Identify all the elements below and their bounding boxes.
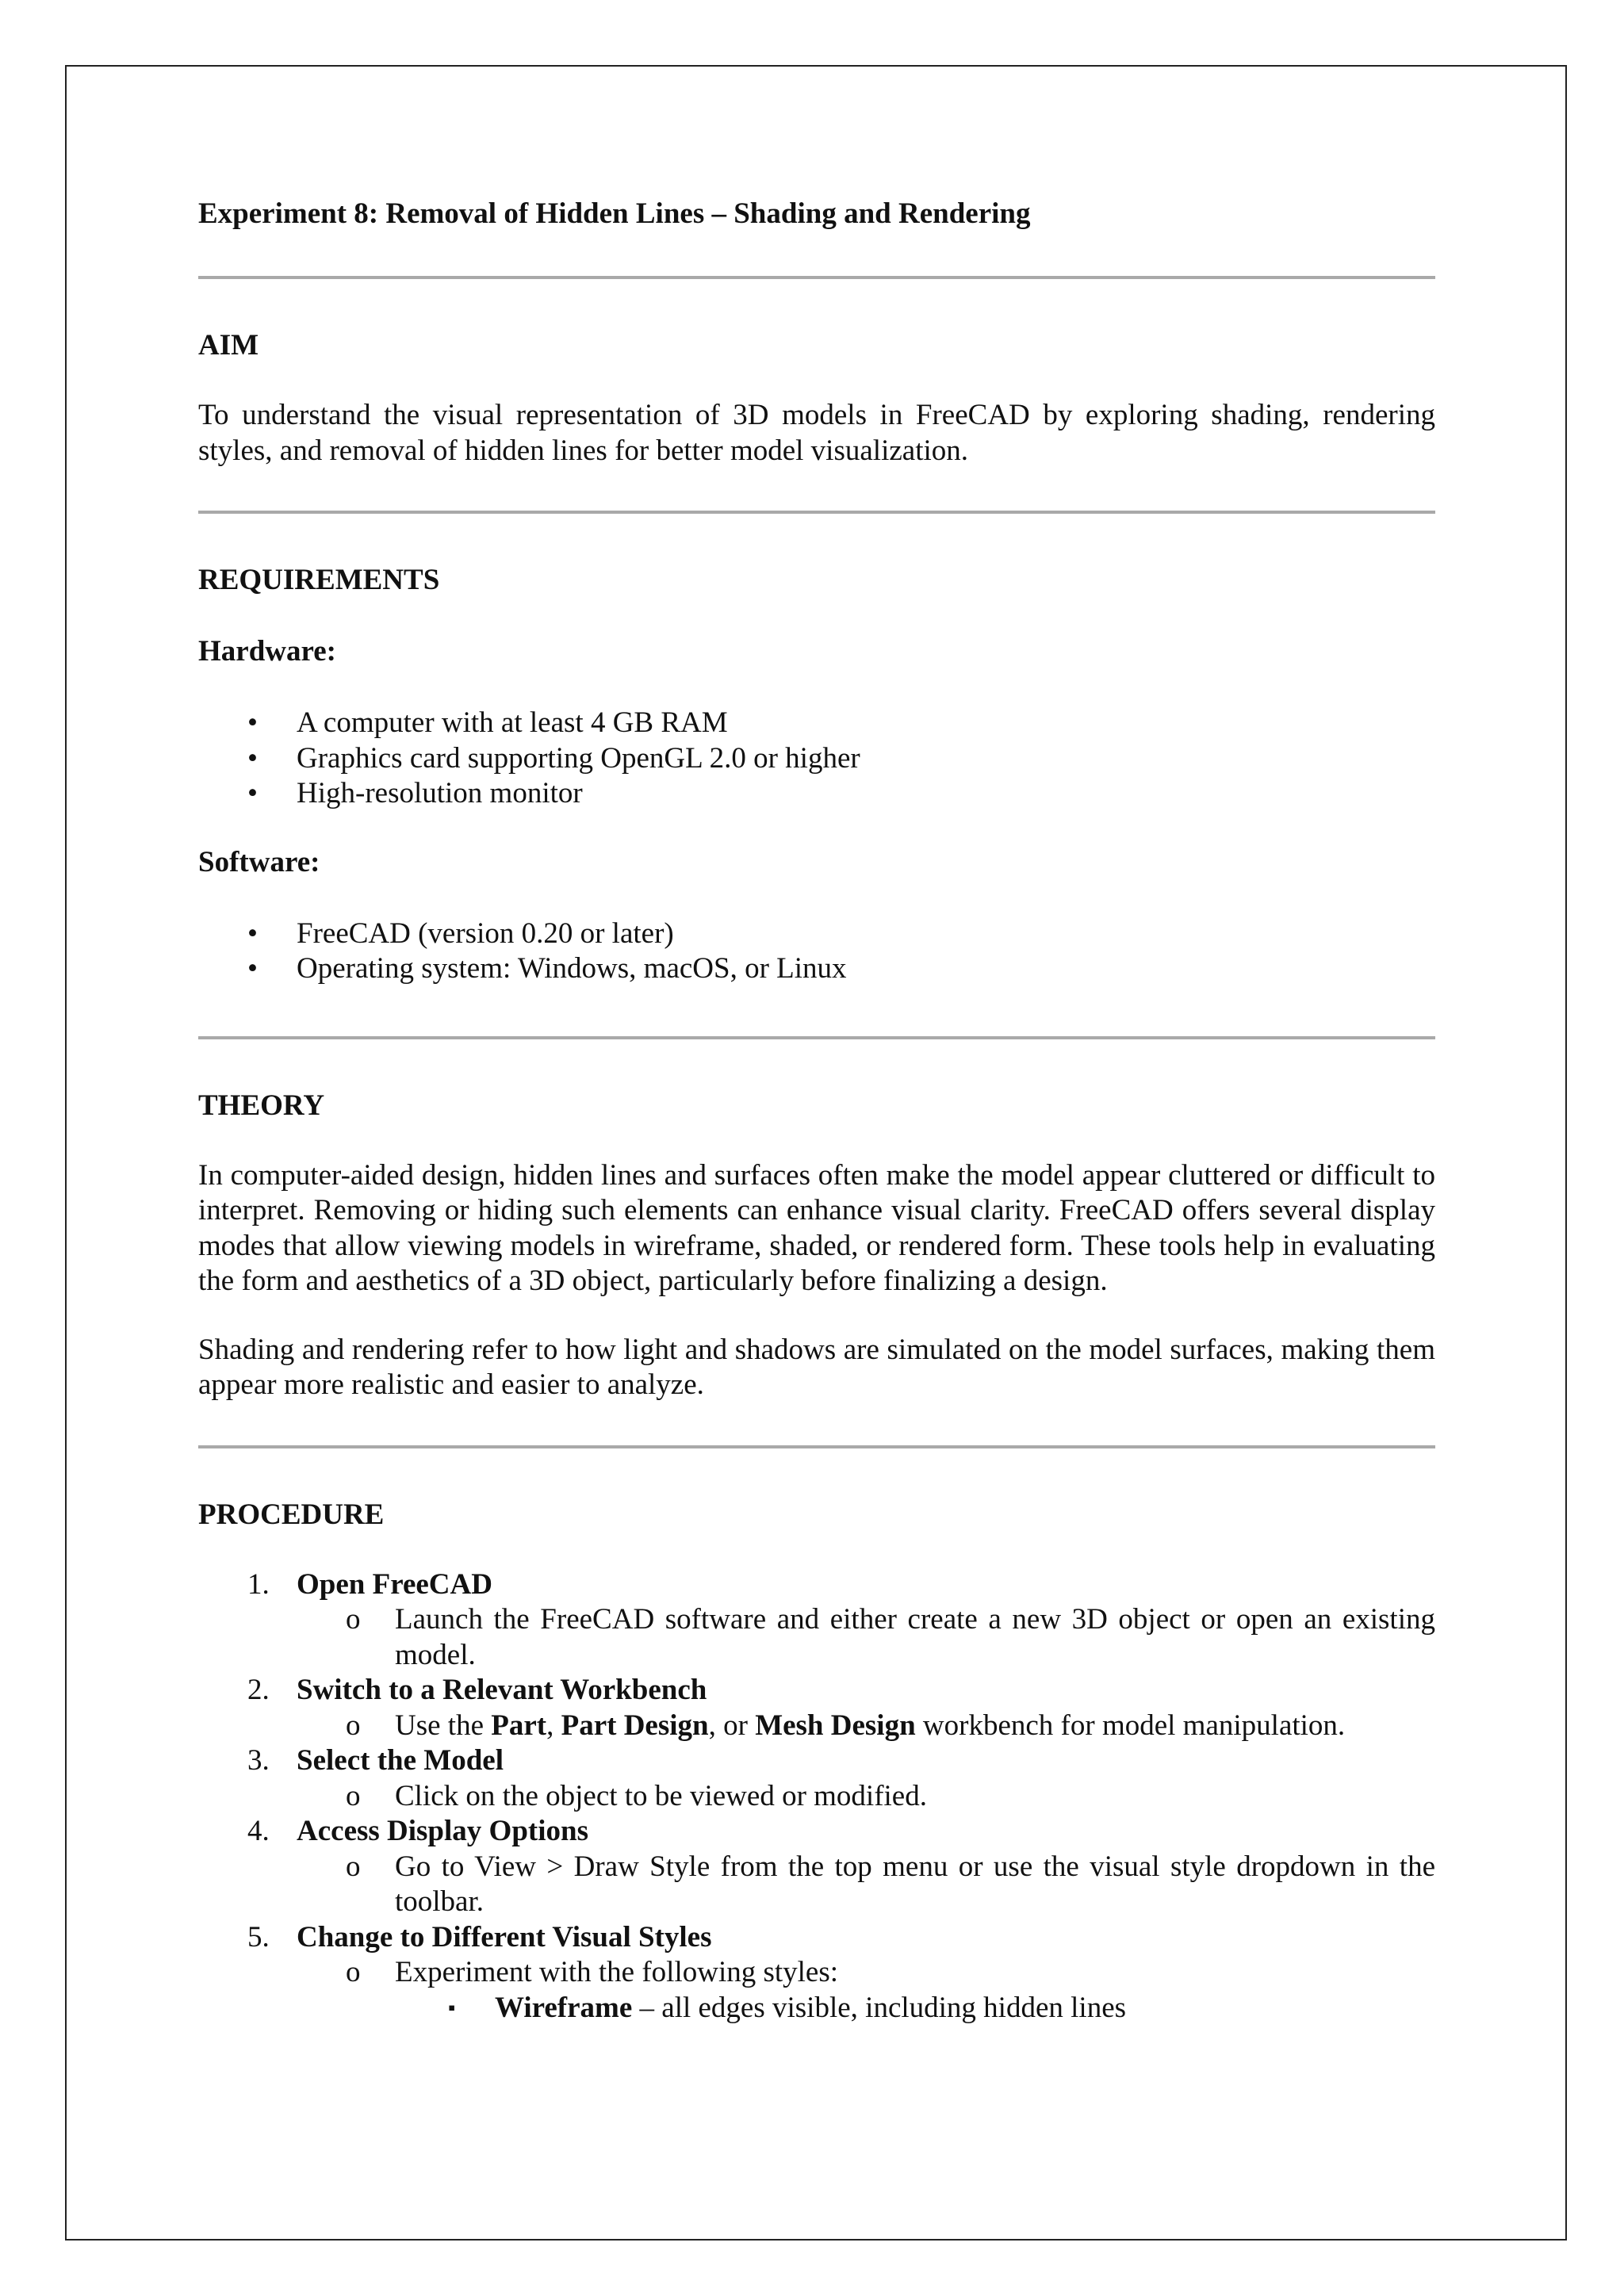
list-item: • High-resolution monitor <box>198 776 1435 812</box>
circle-bullet-icon: o <box>346 1709 361 1742</box>
step-title: Change to Different Visual Styles <box>297 1920 712 1954</box>
style-name: Wireframe <box>495 1991 633 2024</box>
procedure-steps <box>198 1567 1435 2026</box>
procedure-step <box>198 1673 1435 1743</box>
step-number: 3. <box>247 1744 270 1777</box>
section-divider <box>198 1445 1435 1448</box>
style-item <box>198 1991 1435 2026</box>
bullet-icon: • <box>247 706 258 739</box>
step-number: 4. <box>247 1815 270 1847</box>
bullet-icon: • <box>247 777 258 809</box>
section-divider <box>198 511 1435 514</box>
square-bullet-icon: ▪ <box>448 1996 456 2019</box>
software-list <box>198 916 1435 987</box>
procedure-step <box>198 1743 1435 1814</box>
step-detail: o Use the Part, Part Design, or Mesh Design workbench for model manipulation. <box>198 1709 1435 1744</box>
section-divider <box>198 1036 1435 1039</box>
step-detail: o Launch the FreeCAD software and either create a new 3D object or open an existing model. <box>346 1603 1435 1671</box>
step-number: 5. <box>247 1920 270 1954</box>
step-title: Open FreeCAD <box>297 1567 492 1601</box>
procedure-step <box>198 1920 1435 2026</box>
circle-bullet-icon: o <box>346 1603 361 1636</box>
list-item: • A computer with at least 4 GB RAM <box>198 706 1435 741</box>
bullet-icon: • <box>247 741 258 775</box>
requirements-heading: REQUIREMENTS <box>198 564 440 596</box>
theory-heading: THEORY <box>198 1089 325 1122</box>
step-number: 1. <box>247 1567 270 1601</box>
section-divider <box>198 276 1435 279</box>
hardware-list <box>198 706 1435 812</box>
list-item: • Operating system: Windows, macOS, or Linux <box>198 951 1435 987</box>
aim-heading: AIM <box>198 329 259 362</box>
step-detail: o Go to View > Draw Style from the top menu or use the visual style dropdown in the toolbar. <box>346 1850 1435 1918</box>
document-content <box>198 194 1435 2026</box>
procedure-step <box>198 1814 1435 1920</box>
bullet-icon: • <box>247 952 258 985</box>
step-title: Access Display Options <box>297 1815 588 1847</box>
step-number: 2. <box>247 1674 270 1706</box>
step-title: Select the Model <box>297 1744 504 1777</box>
hardware-label: Hardware: <box>198 635 336 668</box>
theory-paragraph: In computer-aided design, hidden lines and surfaces often make the model appear cluttered or difficult to interpret. Removing or hiding such elements can enhance visual clarity. FreeCAD offers several display modes that allow viewing models in wireframe, shaded, or rendered form. These tools help in evaluating the form and aesthetics of a 3D object, particularly before finalizing a design. <box>198 1158 1435 1297</box>
circle-bullet-icon: o <box>346 1956 361 1988</box>
procedure-heading: PROCEDURE <box>198 1498 385 1531</box>
bullet-icon: • <box>247 916 258 950</box>
document-title: Experiment 8: Removal of Hidden Lines – Shading and Rendering <box>198 197 1031 230</box>
procedure-step <box>198 1567 1435 1674</box>
step-detail: o Experiment with the following styles: <box>198 1955 1435 1991</box>
circle-bullet-icon: o <box>346 1850 361 1883</box>
theory-paragraph: Shading and rendering refer to how light and shadows are simulated on the model surfaces, making them appear more realistic and easier to analyze. <box>198 1333 1435 1401</box>
step-title: Switch to a Relevant Workbench <box>297 1674 707 1706</box>
step-detail: o Click on the object to be viewed or modified. <box>198 1779 1435 1815</box>
list-item: • Graphics card supporting OpenGL 2.0 or higher <box>198 741 1435 777</box>
list-item: • FreeCAD (version 0.20 or later) <box>198 916 1435 952</box>
software-label: Software: <box>198 845 320 878</box>
circle-bullet-icon: o <box>346 1779 361 1812</box>
style-desc: – all edges visible, including hidden lines <box>632 1991 1127 2024</box>
aim-text: To understand the visual representation of 3D models in FreeCAD by exploring shading, rendering styles, and removal of hidden lines for better model visualization. <box>198 399 1435 467</box>
